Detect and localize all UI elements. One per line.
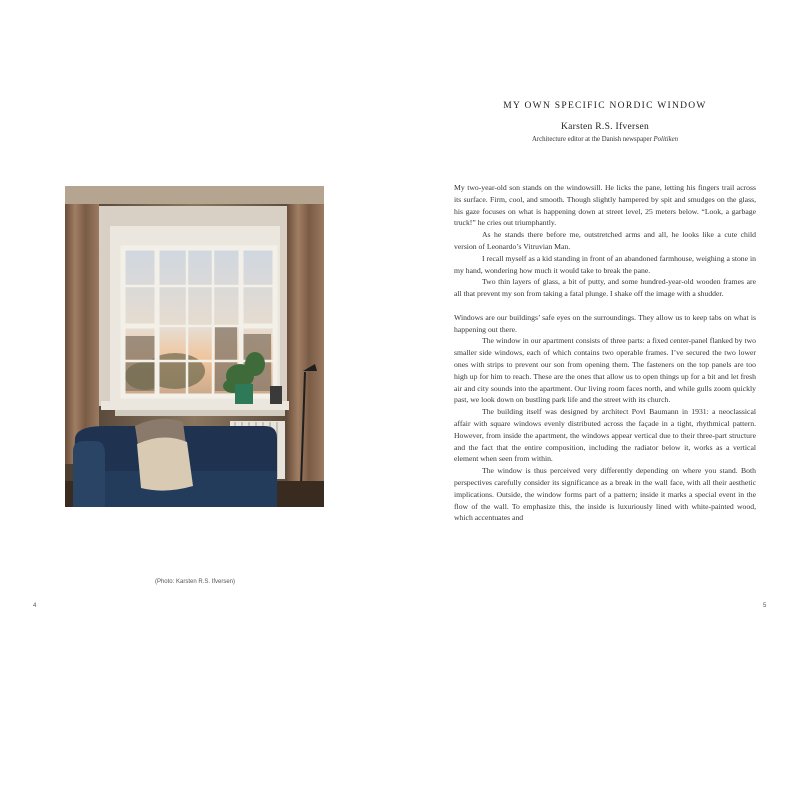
article-body bbox=[454, 182, 756, 524]
newspaper-name: Politiken bbox=[653, 136, 679, 143]
paragraph: My two-year-old son stands on the windowsill. He licks the pane, letting his fingers trail across its surface. Firm, cool, and smooth. Though slightly hampered by spit and smudges on the glass, his gaze focuses on what is happening down at street level, 25 meters below. “Look, a garbage truck!” he cries out triumphantly. bbox=[454, 183, 756, 228]
paragraph: Two thin layers of glass, a bit of putty, and some hundred-year-old wooden frames are all that prevent my son from taking a fatal plunge. I shake off the image with a shudder. bbox=[454, 277, 756, 299]
article-title: MY OWN SPECIFIC NORDIC WINDOW bbox=[503, 101, 707, 111]
paragraph: I recall myself as a kid standing in front of an abandoned farmhouse, weighing a stone in my hand, wondering how much it would take to break the pane. bbox=[454, 253, 756, 275]
paragraph: Windows are our buildings’ safe eyes on the surroundings. They allow us to keep tabs on what is happening out there. bbox=[454, 312, 756, 334]
author-name: Karsten R.S. Ifversen bbox=[560, 122, 650, 132]
paragraph: The window is thus perceived very differently depending on where you stand. Both perspectives carefully consider its significance as a break in the wall face, with all their aesthetic implications. Outside, the window forms part of a pattern; inside it marks a special event in the flow of the wall. To emphasize this, the inside is luxuriously lined with white-painted wood, which accentuates and bbox=[454, 466, 756, 523]
photo-caption: (Photo: Karsten R.S. Ifversen) bbox=[154, 579, 236, 585]
paragraph: As he stands there before me, outstretched arms and all, he looks like a cute child version of Leonardo’s Vitruvian Man. bbox=[454, 230, 756, 251]
affiliation-text: Architecture editor at the Danish newspaper bbox=[531, 136, 652, 143]
paragraph: The window in our apartment consists of three parts: a fixed center-panel flanked by two smaller side windows, each of which contains two operable frames. I’ve secured the two lower ones with strips to prevent our son from opening them. The fasteners on the top panels are too high up for him to reach. These are the ones that allow us to open things up for a bit and let fresh air and city sounds into the apartment. Our living room faces north, and while gulls zoom quickly past, we look down on bustling park life and the street with its church. bbox=[454, 336, 756, 405]
paragraph: The building itself was designed by architect Povl Baumann in 1931: a neoclassical affair with square windows evenly distributed across the façade in a tight, rhythmical pattern. However, from inside the apartment, the windows appear vertical due to their three-part structure and the fact that the entire composition, including the radiator below it, works as a vertical element when seen from within. bbox=[454, 407, 756, 464]
page-number-left: 4 bbox=[33, 603, 37, 609]
page-number-right: 5 bbox=[763, 603, 767, 609]
window-interior-image bbox=[65, 186, 324, 507]
window-photo bbox=[65, 186, 324, 507]
author-affiliation bbox=[454, 136, 756, 143]
